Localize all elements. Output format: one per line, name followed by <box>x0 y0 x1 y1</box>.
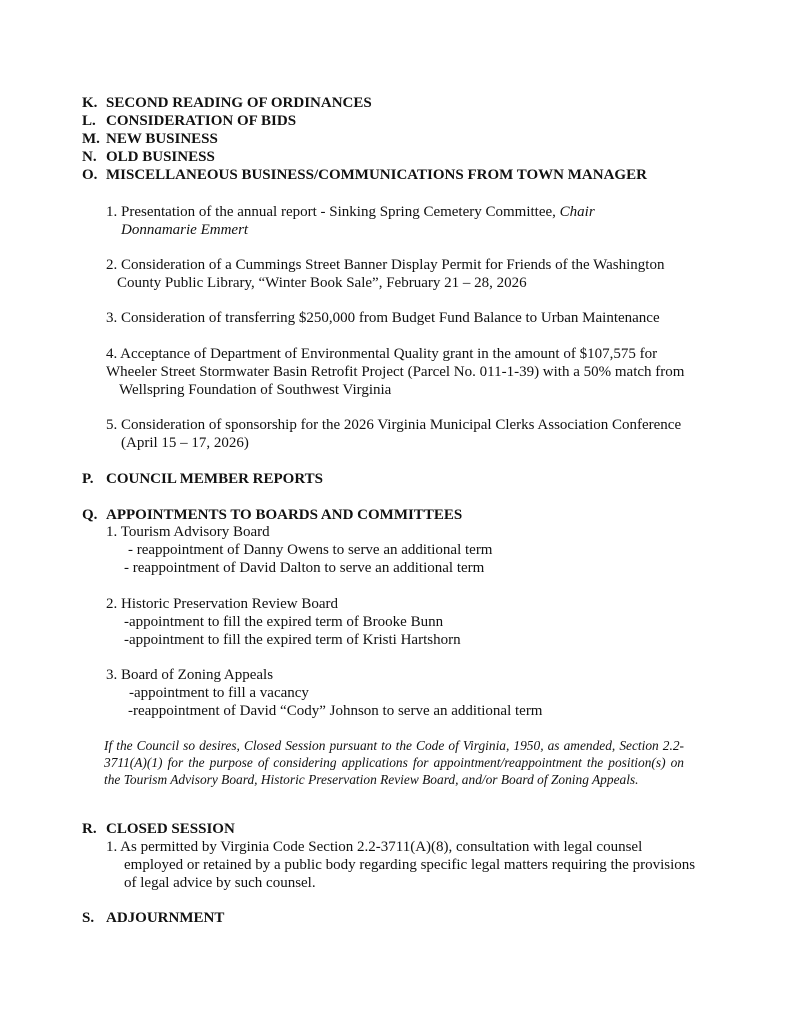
section-title: CLOSED SESSION <box>106 821 235 837</box>
board-1-entry-1: - reappointment of Danny Owens to serve an additional term <box>128 542 493 558</box>
r-item-1-line-3: of legal advice by such counsel. <box>124 875 316 891</box>
o-item-1-line-2: Donnamarie Emmert <box>121 222 249 238</box>
o-item-5-line-2: (April 15 – 17, 2026) <box>121 435 249 451</box>
section-p-heading <box>82 470 323 488</box>
board-1-entry-2: - reappointment of David Dalton to serve an additional term <box>124 560 485 576</box>
section-l-heading <box>82 112 296 130</box>
r-item-1-line-1: 1. As permitted by Virginia Code Section 2.2-3711(A)(8), consultation with legal counsel <box>106 839 643 855</box>
section-title: MISCELLANEOUS BUSINESS/COMMUNICATIONS FROM TOWN MANAGER <box>106 167 647 183</box>
section-n-heading <box>82 148 215 166</box>
o-item-1-line-1: 1. Presentation of the annual report - Sinking Spring Cemetery Committee, Chair <box>106 204 595 220</box>
closed-session-note: If the Council so desires, Closed Session pursuant to the Code of Virginia, 1950, as amended, Section 2.2-3711(A)(1) for the purpose of considering applications for appointment/reappointment the position(s) on the Tourism Advisory Board, Historic Preservation Review Board, and/or Board of Zoning Appeals. <box>104 738 684 787</box>
section-letter: K. <box>82 95 98 111</box>
board-2-entry-2: -appointment to fill the expired term of Kristi Hartshorn <box>124 632 461 648</box>
section-o-heading <box>82 166 647 184</box>
o-item-3-line-1: 3. Consideration of transferring $250,000 from Budget Fund Balance to Urban Maintenance <box>106 310 660 326</box>
section-letter: N. <box>82 149 97 165</box>
section-q-heading <box>82 506 462 524</box>
section-letter: R. <box>82 821 97 837</box>
section-title: CONSIDERATION OF BIDS <box>106 113 297 129</box>
section-r-heading <box>82 820 235 838</box>
chair-label: Chair <box>559 204 595 220</box>
r-item-1-line-2: employed or retained by a public body regarding specific legal matters requiring the provisions <box>124 857 696 873</box>
board-2-entry-1: -appointment to fill the expired term of Brooke Bunn <box>124 614 444 630</box>
section-k-heading <box>82 94 372 112</box>
section-letter: P. <box>82 471 94 487</box>
board-3-entry-2: -reappointment of David “Cody” Johnson to serve an additional term <box>128 703 543 719</box>
board-3-name: 3. Board of Zoning Appeals <box>106 667 274 683</box>
o-item-2-line-2: County Public Library, “Winter Book Sale”, February 21 – 28, 2026 <box>117 275 527 291</box>
section-title: SECOND READING OF ORDINANCES <box>106 95 372 111</box>
section-title: OLD BUSINESS <box>106 149 215 165</box>
section-m-heading <box>82 130 218 148</box>
section-title: NEW BUSINESS <box>106 131 218 147</box>
board-1-name: 1. Tourism Advisory Board <box>106 524 270 540</box>
section-letter: L. <box>82 113 96 129</box>
board-3-entry-1: -appointment to fill a vacancy <box>129 685 309 701</box>
section-title: APPOINTMENTS TO BOARDS AND COMMITTEES <box>106 507 463 523</box>
section-letter: Q. <box>82 507 98 523</box>
o-item-2-line-1: 2. Consideration of a Cummings Street Banner Display Permit for Friends of the Washington <box>106 257 665 273</box>
o-item-5-line-1: 5. Consideration of sponsorship for the 2026 Virginia Municipal Clerks Association Conference <box>106 417 682 433</box>
board-2-name: 2. Historic Preservation Review Board <box>106 596 339 612</box>
section-letter: M. <box>82 131 100 147</box>
section-letter: O. <box>82 167 98 183</box>
o-item-4-line-3: Wellspring Foundation of Southwest Virginia <box>119 382 392 398</box>
o-item-4-line-1: 4. Acceptance of Department of Environmental Quality grant in the amount of $107,575 for <box>106 346 658 362</box>
o-item-4-line-2: Wheeler Street Stormwater Basin Retrofit Project (Parcel No. 011-1-39) with a 50% match from <box>106 364 685 380</box>
section-title: ADJOURNMENT <box>106 910 225 926</box>
section-s-heading <box>82 909 224 927</box>
section-title: COUNCIL MEMBER REPORTS <box>106 471 323 487</box>
section-letter: S. <box>82 910 95 926</box>
